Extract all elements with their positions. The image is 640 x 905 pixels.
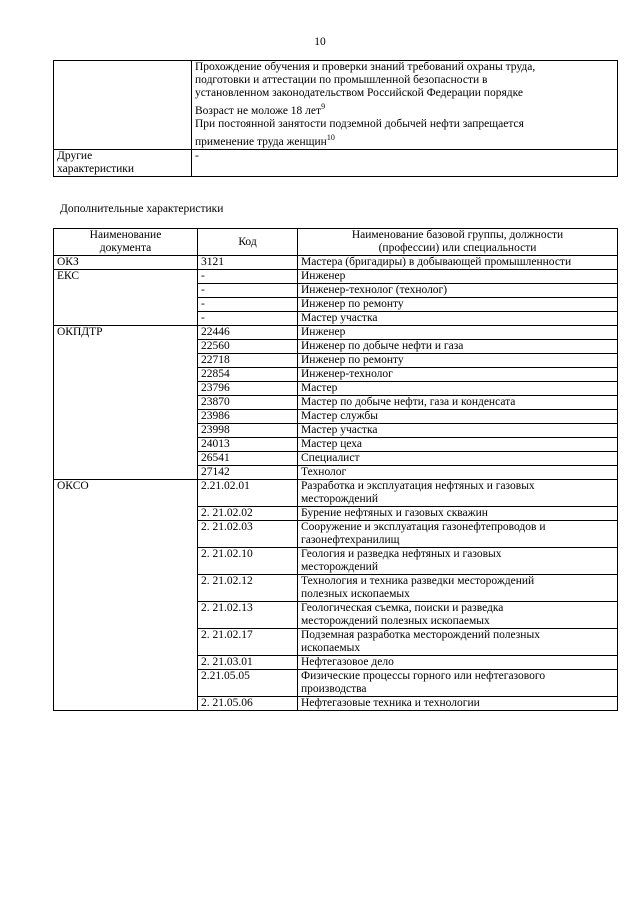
requirement-line — [195, 131, 614, 149]
name-cell — [298, 452, 618, 466]
section-title: Дополнительные характеристики — [60, 203, 224, 215]
requirement-line: подготовки и аттестации по промышленной безопасности в — [195, 74, 488, 86]
table-row — [54, 256, 618, 270]
name-line: Нефтегазовое дело — [301, 656, 394, 668]
name-cell — [298, 368, 618, 382]
code-cell: 23998 — [198, 424, 298, 438]
name-line: Мастера (бригадиры) в добывающей промышленности — [301, 256, 572, 268]
document-cell: ОКСО — [54, 480, 198, 711]
name-line: полезных ископаемых — [301, 588, 410, 600]
name-line: Подземная разработка месторождений полезных — [301, 629, 540, 641]
additional-characteristics-table — [53, 228, 618, 711]
name-line: Разработка и эксплуатация нефтяных и газовых — [301, 480, 535, 492]
code-cell: 2. 21.02.10 — [198, 548, 298, 575]
header-line: Наименование — [89, 229, 162, 241]
table-row — [54, 270, 618, 284]
name-line: Инженер — [301, 270, 346, 282]
code-cell: 3121 — [198, 256, 298, 270]
code-cell: 2. 21.02.03 — [198, 521, 298, 548]
requirement-line: установленном законодательством Российской Федерации порядке — [195, 87, 523, 99]
code-cell: 26541 — [198, 452, 298, 466]
header-line: (профессии) или специальности — [378, 242, 537, 254]
name-cell — [298, 396, 618, 410]
name-cell — [298, 424, 618, 438]
name-cell — [298, 410, 618, 424]
name-line: Нефтегазовые техника и технологии — [301, 697, 480, 709]
name-cell — [298, 312, 618, 326]
table-row — [54, 480, 618, 507]
name-line: Мастер службы — [301, 410, 379, 422]
name-line: месторождений полезных ископаемых — [301, 615, 490, 627]
code-cell: 2. 21.02.02 — [198, 507, 298, 521]
header-name — [298, 229, 618, 256]
code-cell: 2. 21.03.01 — [198, 656, 298, 670]
name-cell — [298, 284, 618, 298]
name-cell — [298, 326, 618, 340]
name-line: Физические процессы горного или нефтегазового — [301, 670, 546, 682]
name-line: Инженер по ремонту — [301, 354, 404, 366]
code-cell: 2. 21.05.06 — [198, 697, 298, 711]
name-cell — [298, 697, 618, 711]
name-cell — [298, 270, 618, 284]
code-cell: 23986 — [198, 410, 298, 424]
name-cell — [298, 602, 618, 629]
document-cell: ОКПДТР — [54, 326, 198, 480]
code-cell: 2.21.02.01 — [198, 480, 298, 507]
name-line: Мастер участка — [301, 312, 378, 324]
label-line: Другие — [57, 149, 93, 162]
name-cell — [298, 340, 618, 354]
page-number: 10 — [314, 36, 326, 48]
document-cell: ЕКС — [54, 270, 198, 326]
name-cell — [298, 438, 618, 452]
header-code: Код — [198, 229, 298, 256]
requirement-line: Прохождение обучения и проверки знаний требований охраны труда, — [195, 61, 536, 73]
name-cell — [298, 256, 618, 270]
code-cell: 2. 21.02.13 — [198, 602, 298, 629]
name-cell — [298, 382, 618, 396]
code-cell: - — [198, 298, 298, 312]
name-cell — [298, 298, 618, 312]
name-cell — [298, 656, 618, 670]
name-line: Сооружение и эксплуатация газонефтепроводов и — [301, 521, 546, 533]
code-cell: - — [198, 312, 298, 326]
name-line: месторождений — [301, 561, 378, 573]
name-cell — [298, 354, 618, 368]
code-cell: 24013 — [198, 438, 298, 452]
code-cell: - — [198, 284, 298, 298]
code-cell: 27142 — [198, 466, 298, 480]
name-cell — [298, 507, 618, 521]
requirement-line: При постоянной занятости подземной добычей нефти запрещается — [195, 117, 524, 130]
name-line: Геология и разведка нефтяных и газовых — [301, 548, 502, 560]
name-line: ископаемых — [301, 642, 361, 654]
other-characteristics-value: - — [192, 149, 618, 176]
name-line: Мастер по добыче нефти, газа и конденсата — [301, 396, 516, 408]
name-cell — [298, 548, 618, 575]
code-cell: 2. 21.02.17 — [198, 629, 298, 656]
code-cell: 23796 — [198, 382, 298, 396]
code-cell: 22854 — [198, 368, 298, 382]
header-line: Наименование базовой группы, должности — [351, 229, 564, 241]
name-line: Инженер — [301, 326, 346, 338]
code-cell: 2. 21.02.12 — [198, 575, 298, 602]
name-cell — [298, 480, 618, 507]
name-cell — [298, 670, 618, 697]
requirements-label-cell — [54, 61, 192, 150]
name-line: Мастер — [301, 382, 338, 394]
table-row — [54, 61, 618, 150]
name-line: Инженер по добыче нефти и газа — [301, 340, 464, 352]
name-line: производства — [301, 683, 367, 695]
code-cell: 2.21.05.05 — [198, 670, 298, 697]
women-restriction: применение труда женщин — [195, 135, 327, 148]
label-line: характеристики — [57, 162, 135, 175]
code-cell: - — [198, 270, 298, 284]
name-line: Специалист — [301, 452, 360, 464]
header-line: документа — [99, 242, 152, 254]
code-cell: 23870 — [198, 396, 298, 410]
requirements-cell — [192, 61, 618, 150]
footnote-ref: 9 — [321, 102, 326, 111]
table-row — [54, 149, 618, 176]
requirement-line — [195, 100, 614, 118]
code-cell: 22446 — [198, 326, 298, 340]
name-cell — [298, 521, 618, 548]
code-cell: 22718 — [198, 354, 298, 368]
name-line: Геологическая съемка, поиски и разведка — [301, 602, 504, 614]
name-cell — [298, 629, 618, 656]
other-characteristics-label — [54, 149, 192, 176]
document-cell: ОКЗ — [54, 256, 198, 270]
name-line: Технолог — [301, 466, 347, 478]
name-line: Инженер по ремонту — [301, 298, 404, 310]
age-requirement: Возраст не моложе 18 лет — [195, 104, 322, 117]
name-line: Инженер-технолог — [301, 368, 393, 380]
name-line: газонефтехранилищ — [301, 534, 400, 546]
name-line: Мастер цеха — [301, 438, 362, 450]
table-row — [54, 326, 618, 340]
code-cell: 22560 — [198, 340, 298, 354]
name-line: Бурение нефтяных и газовых скважин — [301, 507, 488, 519]
header-row — [54, 229, 618, 256]
name-line: Технология и техника разведки месторождений — [301, 575, 535, 587]
table-body — [54, 256, 618, 711]
name-line: Инженер-технолог (технолог) — [301, 284, 448, 296]
name-cell — [298, 575, 618, 602]
name-cell — [298, 466, 618, 480]
footnote-ref: 10 — [326, 132, 335, 142]
requirements-table — [53, 60, 618, 177]
name-line: Мастер участка — [301, 424, 378, 436]
name-line: месторождений — [301, 493, 378, 505]
header-document — [54, 229, 198, 256]
